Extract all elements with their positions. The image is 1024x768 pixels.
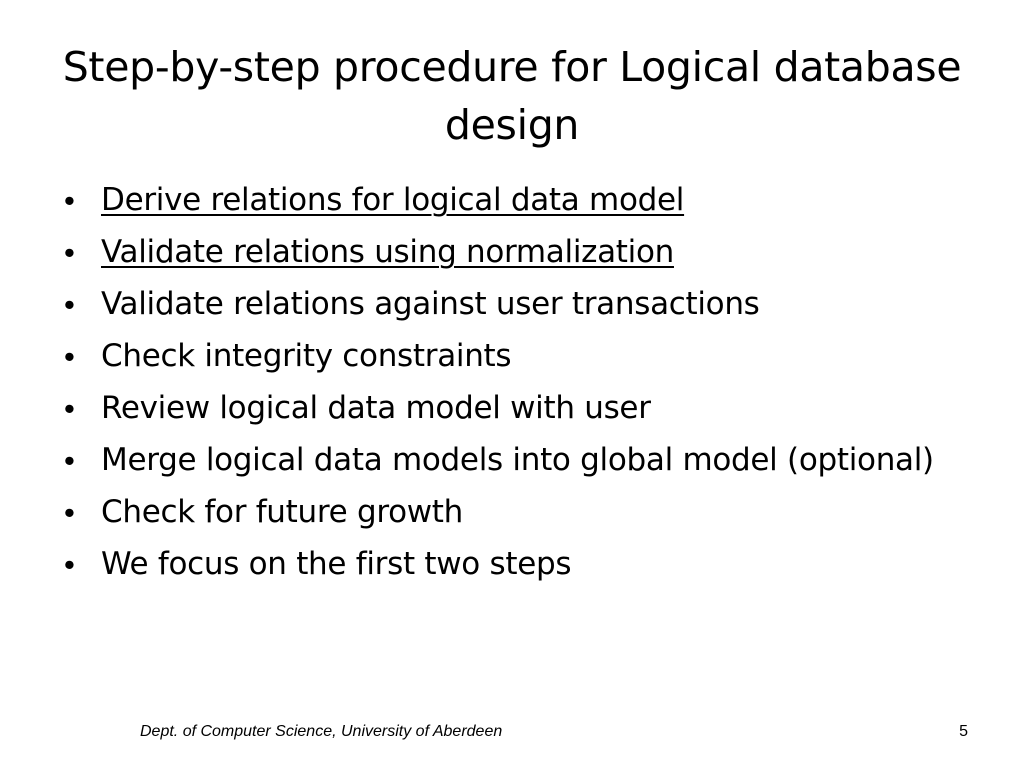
bullet-icon: • [64, 547, 75, 582]
bullet-item-check-integrity [64, 336, 984, 377]
bullet-list [64, 180, 984, 596]
bullet-icon: • [64, 339, 75, 374]
slide-title: Step-by-step procedure for Logical database design [62, 43, 962, 149]
bullet-item-validate-normalization[interactable] [64, 232, 984, 273]
bullet-text-validate-transactions: Validate relations against user transactions [101, 286, 760, 322]
bullet-icon: • [64, 287, 75, 322]
bullet-item-review-model [64, 388, 984, 429]
bullet-text-check-integrity: Check integrity constraints [101, 338, 512, 374]
bullet-icon: • [64, 443, 75, 478]
bullet-item-focus-first-two [64, 544, 984, 585]
bullet-icon: • [64, 495, 75, 530]
bullet-text-merge-models: Merge logical data models into global model (optional) [101, 442, 934, 478]
page-number: 5 [959, 723, 968, 740]
bullet-item-derive-relations[interactable] [64, 180, 984, 221]
bullet-item-future-growth [64, 492, 984, 533]
bullet-item-merge-models [64, 440, 984, 481]
bullet-icon: • [64, 235, 75, 270]
bullet-icon: • [64, 391, 75, 426]
bullet-text-future-growth: Check for future growth [101, 494, 464, 530]
bullet-link-derive-relations[interactable]: Derive relations for logical data model [101, 182, 685, 218]
bullet-item-validate-transactions [64, 284, 984, 325]
footer-department: Dept. of Computer Science, University of Aberdeen [140, 723, 503, 740]
bullet-icon: • [64, 183, 75, 218]
bullet-link-validate-normalization[interactable]: Validate relations using normalization [101, 234, 674, 270]
bullet-text-review-model: Review logical data model with user [101, 390, 651, 426]
bullet-text-focus-first-two: We focus on the first two steps [101, 546, 572, 582]
